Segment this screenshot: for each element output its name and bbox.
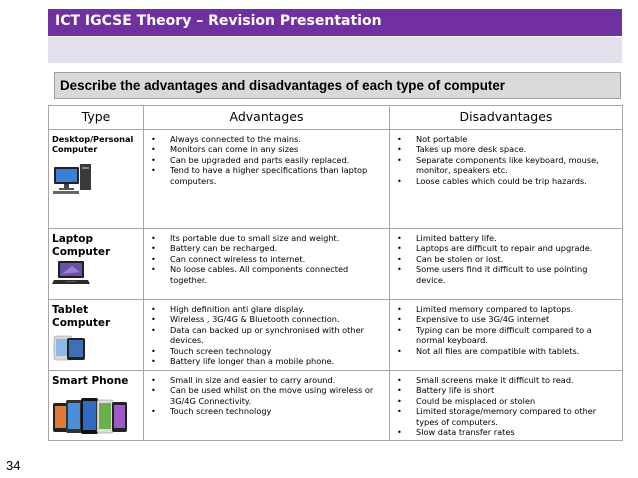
advantages-cell bbox=[144, 229, 390, 300]
desktop-computer-icon bbox=[52, 161, 94, 195]
list-item: • Touch screen technology bbox=[150, 406, 383, 416]
disadvantages-cell bbox=[390, 371, 623, 441]
list-item: • Can be stolen or lost. bbox=[396, 254, 616, 264]
advantages-cell bbox=[144, 130, 390, 229]
list-item: • Its portable due to small size and weight. bbox=[150, 233, 383, 243]
comparison-table bbox=[48, 105, 623, 441]
list-item: • Limited memory compared to laptops. bbox=[396, 304, 616, 314]
page-number: 34 bbox=[6, 458, 21, 473]
list-item: • Expensive to use 3G/4G internet bbox=[396, 314, 616, 324]
column-header-advantages: Advantages bbox=[144, 106, 390, 130]
list-item: • Touch screen technology bbox=[150, 346, 383, 356]
list-item: • Battery can be recharged. bbox=[150, 243, 383, 253]
table-row-smartphone bbox=[49, 371, 623, 441]
table-row-tablet bbox=[49, 300, 623, 371]
list-item: • Always connected to the mains. bbox=[150, 134, 383, 144]
type-label-line: Computer bbox=[52, 144, 98, 155]
table-row-laptop bbox=[49, 229, 623, 300]
disadvantages-cell bbox=[390, 130, 623, 229]
list-item: • Separate components like keyboard, mouse, monitor, speakers etc. bbox=[396, 155, 616, 176]
list-item: • Can be upgraded and parts easily replaced. bbox=[150, 155, 383, 165]
list-item: • Slow data transfer rates bbox=[396, 427, 616, 437]
list-item: • Battery life is short bbox=[396, 385, 616, 395]
list-item: • Small in size and easier to carry around. bbox=[150, 375, 383, 385]
type-label-line: Computer bbox=[52, 316, 111, 329]
list-item: • Can connect wireless to internet. bbox=[150, 254, 383, 264]
list-item: • Limited battery life. bbox=[396, 233, 616, 243]
question-box: Describe the advantages and disadvantages of each type of computer bbox=[54, 72, 621, 99]
advantages-cell bbox=[144, 300, 390, 371]
tablet-icon bbox=[52, 335, 88, 361]
disadvantages-cell bbox=[390, 300, 623, 371]
list-item: • Can be used whilst on the move using wireless or 3G/4G Connectivity. bbox=[150, 385, 383, 406]
presentation-title: ICT IGCSE Theory – Revision Presentation bbox=[55, 13, 382, 29]
type-label-line: Smart Phone bbox=[52, 375, 129, 387]
list-item: • Laptops are difficult to repair and upgrade. bbox=[396, 243, 616, 253]
laptop-icon bbox=[52, 260, 90, 286]
list-item: • Could be misplaced or stolen bbox=[396, 396, 616, 406]
smartphones-icon bbox=[52, 397, 134, 435]
title-bar bbox=[48, 9, 622, 36]
list-item: • Typing can be more difficult compared to a normal keyboard. bbox=[396, 325, 616, 346]
disadvantages-cell bbox=[390, 229, 623, 300]
list-item: • Tend to have a higher specifications than laptop computers. bbox=[150, 165, 383, 186]
type-label-line: Computer bbox=[52, 245, 111, 258]
list-item: • Monitors can come in any sizes bbox=[150, 144, 383, 154]
list-item: • No loose cables. All components connected together. bbox=[150, 264, 383, 285]
type-cell bbox=[49, 229, 144, 300]
subtitle-bar bbox=[48, 37, 622, 63]
table-header-row bbox=[49, 106, 623, 130]
list-item: • Wireless , 3G/4G & Bluetooth connection. bbox=[150, 314, 383, 324]
list-item: • Data can backed up or synchronised with other devices. bbox=[150, 325, 383, 346]
type-cell bbox=[49, 371, 144, 441]
list-item: • Limited storage/memory compared to other types of computers. bbox=[396, 406, 616, 427]
list-item: • Takes up more desk space. bbox=[396, 144, 616, 154]
type-label-line: Desktop/Personal bbox=[52, 134, 134, 144]
list-item: • Not all files are compatible with tablets. bbox=[396, 346, 616, 356]
list-item: • Small screens make it difficult to read. bbox=[396, 375, 616, 385]
advantages-cell bbox=[144, 371, 390, 441]
list-item: • Some users find it difficult to use pointing device. bbox=[396, 264, 616, 285]
column-header-disadvantages: Disadvantages bbox=[390, 106, 623, 130]
type-cell bbox=[49, 300, 144, 371]
list-item: • Battery life longer than a mobile phone. bbox=[150, 356, 383, 366]
list-item: • Not portable bbox=[396, 134, 616, 144]
list-item: • Loose cables which could be trip hazards. bbox=[396, 176, 616, 186]
list-item: • High definition anti glare display. bbox=[150, 304, 383, 314]
type-label-line: Laptop bbox=[52, 233, 94, 245]
table-row-desktop bbox=[49, 130, 623, 229]
type-cell bbox=[49, 130, 144, 229]
column-header-type: Type bbox=[49, 106, 144, 130]
type-label-line: Tablet bbox=[52, 304, 89, 316]
